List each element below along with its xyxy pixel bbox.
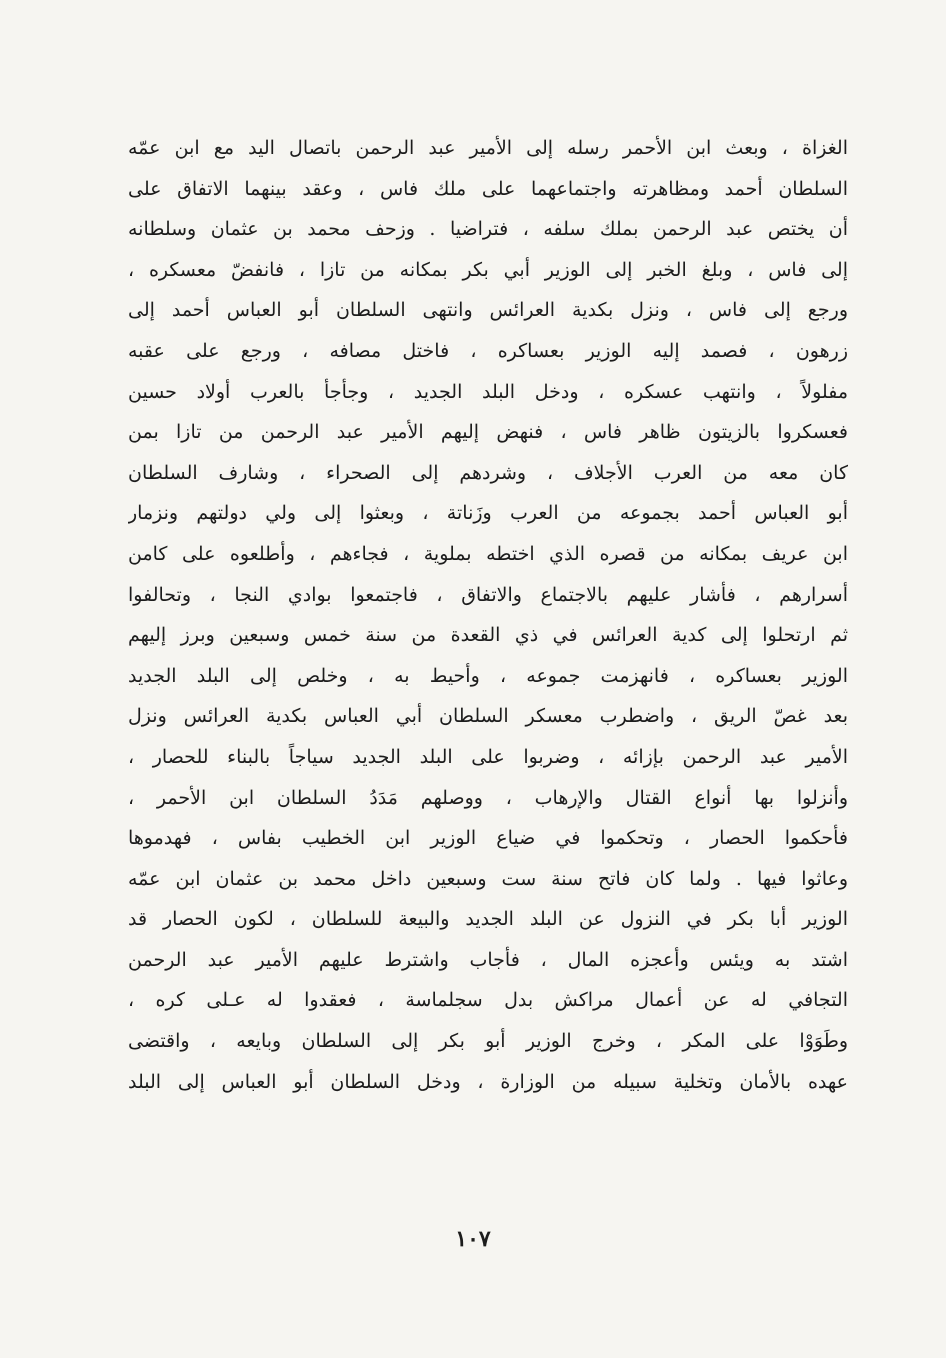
text-line: فعسكروا بالزيتون ظاهر فاس ، فنهض إليهم الأمير عبد الرحمن من تازا بمن — [128, 421, 848, 444]
text-line: الوزير أبا بكر في النزول عن البلد الجديد والبيعة للسلطان ، لكون الحصار قد — [128, 908, 848, 931]
text-line: عهده بالأمان وتخلية سبيله من الوزارة ، ودخل السلطان أبو العباس إلى البلد — [128, 1070, 848, 1093]
text-line: التجافي له عن أعمال مراكش بدل سجلماسة ، فعقدوا له عـلى كره ، — [128, 989, 848, 1012]
text-line: كان معه من العرب الأجلاف ، وشردهم إلى الصحراء ، وشارف السلطان — [128, 461, 848, 484]
body-text — [128, 128, 848, 1102]
text-line: مفلولاً ، وانتهب عسكره ، ودخل البلد الجديد ، وجأجأ بالعرب أولاد حسين — [128, 380, 848, 403]
text-line: وعاثوا فيها . ولما كان فاتح سنة ست وسبعين داخل محمد بن عثمان ابن عمّه — [128, 867, 848, 890]
page-number: ١٠٧ — [455, 1226, 491, 1252]
text-line: ثم ارتحلوا إلى كدية العرائس في ذي القعدة من سنة خمس وسبعين وبرز إليهم — [128, 624, 848, 647]
text-line: بعد غصّ الريق ، واضطرب معسكر السلطان أبي العباس بكدية العرائس ونزل — [128, 705, 848, 728]
text-line: الغزاة ، وبعث ابن الأحمر رسله إلى الأمير عبد الرحمن باتصال اليد مع ابن عمّه — [128, 137, 848, 159]
text-line: أن يختص عبد الرحمن بملك سلفه ، فتراضيا . وزحف محمد بن عثمان وسلطانه — [128, 218, 848, 241]
text-line: ورجع إلى فاس ، ونزل بكدية العرائس وانتهى السلطان أبو العباس أحمد إلى — [128, 299, 848, 322]
text-line: السلطان أحمد ومظاهرته واجتماعهما على ملك فاس ، وعقد بينهما الاتفاق على — [128, 177, 848, 200]
text-line: وأنزلوا بها أنواع القتال والإرهاب ، ووصلهم مَدَدُ السلطان ابن الأحمر ، — [128, 786, 848, 809]
text-line: وطَوَوْا على المكر ، وخرج الوزير أبو بكر إلى السلطان وبايعه ، واقتضى — [128, 1030, 848, 1053]
text-line: أبو العباس أحمد بجموعه من العرب وزَناتة ، وبعثوا إلى ولي دولتهم ونزمار — [128, 502, 848, 525]
text-line: زرهون ، فصمد إليه الوزير بعساكره ، فاختل مصافه ، ورجع على عقبه — [128, 339, 848, 362]
text-line: أسرارهم ، فأشار عليهم بالاجتماع والاتفاق ، فاجتمعوا بوادي النجا ، وتحالفوا — [128, 583, 848, 606]
text-line: فأحكموا الحصار ، وتحكموا في ضياع الوزير ابن الخطيب بفاس ، فهدموها — [128, 827, 848, 850]
text-line: اشتد به ويئس وأعجزه المال ، فأجاب واشترط عليهم الأمير عبد الرحمن — [128, 948, 848, 971]
text-line: إلى فاس ، وبلغ الخبر إلى الوزير أبي بكر بمكانه من تازا ، فانفضّ معسكره ، — [128, 258, 848, 281]
text-line: ابن عريف بمكانه من قصره الذي اختطه بملوية ، فجاءهم ، وأطلعوه على كامن — [128, 542, 848, 565]
text-line: الوزير بعساكره ، فانهزمت جموعه ، وأحيط به ، وخلص إلى البلد الجديد — [128, 664, 848, 687]
text-line: الأمير عبد الرحمن بإزائه ، وضربوا على البلد الجديد سياجاً بالبناء للحصار ، — [128, 745, 848, 768]
